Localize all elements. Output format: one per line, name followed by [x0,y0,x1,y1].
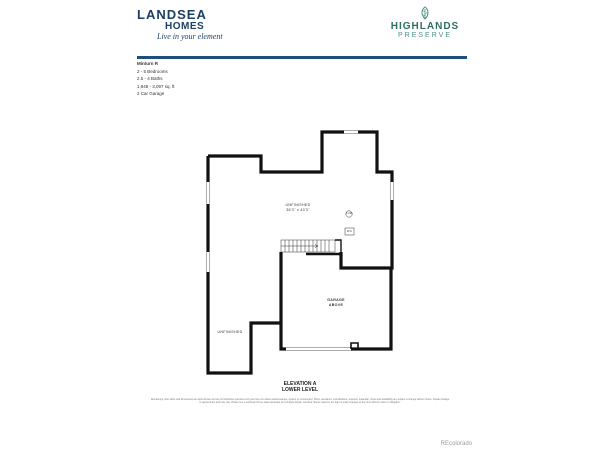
community-name: HIGHLANDS [390,21,460,32]
garage-label-above: ABOVE [328,303,344,307]
stair-wall [335,240,341,254]
level-name: LOWER LEVEL [281,387,319,393]
furnace-label: FUR [345,212,353,215]
window-frames [207,131,394,273]
spec-baths: 2.5 - 4 Baths [137,76,163,81]
spec-sqft: 1,948 - 3,097 sq. ft [137,83,175,89]
legal-disclaimer: Renderings, floor plans and dimensions are approximate and are for illustrative purposes only and may not reflect actual features, options or construction. Plans, elevations, specifications, features, materials, prices and availability are subject to change without notice. Square footage is approximate and may vary. Please see a Landsea Homes sales associate for complete details. Landsea Homes reserves the right to make changes at any time without notice or obligation. [150,398,450,405]
mls-watermark: REcolorado [440,441,472,447]
garage-label: GARAGE [327,298,345,302]
community-sub: PRESERVE [398,32,452,39]
plan-name: Minturn R [137,61,158,66]
builder-tagline: Live in your element [157,32,223,41]
elevation-name: ELEVATION A [283,381,317,387]
builder-sub: HOMES [165,21,205,32]
spec-garage: 2 Car Garage [137,91,165,96]
stair [281,240,335,252]
unfinished-main-dims: 36'3" x 43'3" [286,208,310,212]
elevation-caption [240,381,360,393]
garage-door [286,343,358,351]
builder-wordmark: LANDSEA [137,7,207,22]
unfinished-lower-label: UNFINISHED [217,330,243,334]
water-heater-label: WH [347,229,352,233]
unfinished-main-label: UNFINISHED [285,203,311,207]
spec-bedrooms: 2 - 5 Bedrooms [137,68,168,74]
exterior-walls [208,132,392,373]
window-openings [208,132,392,272]
